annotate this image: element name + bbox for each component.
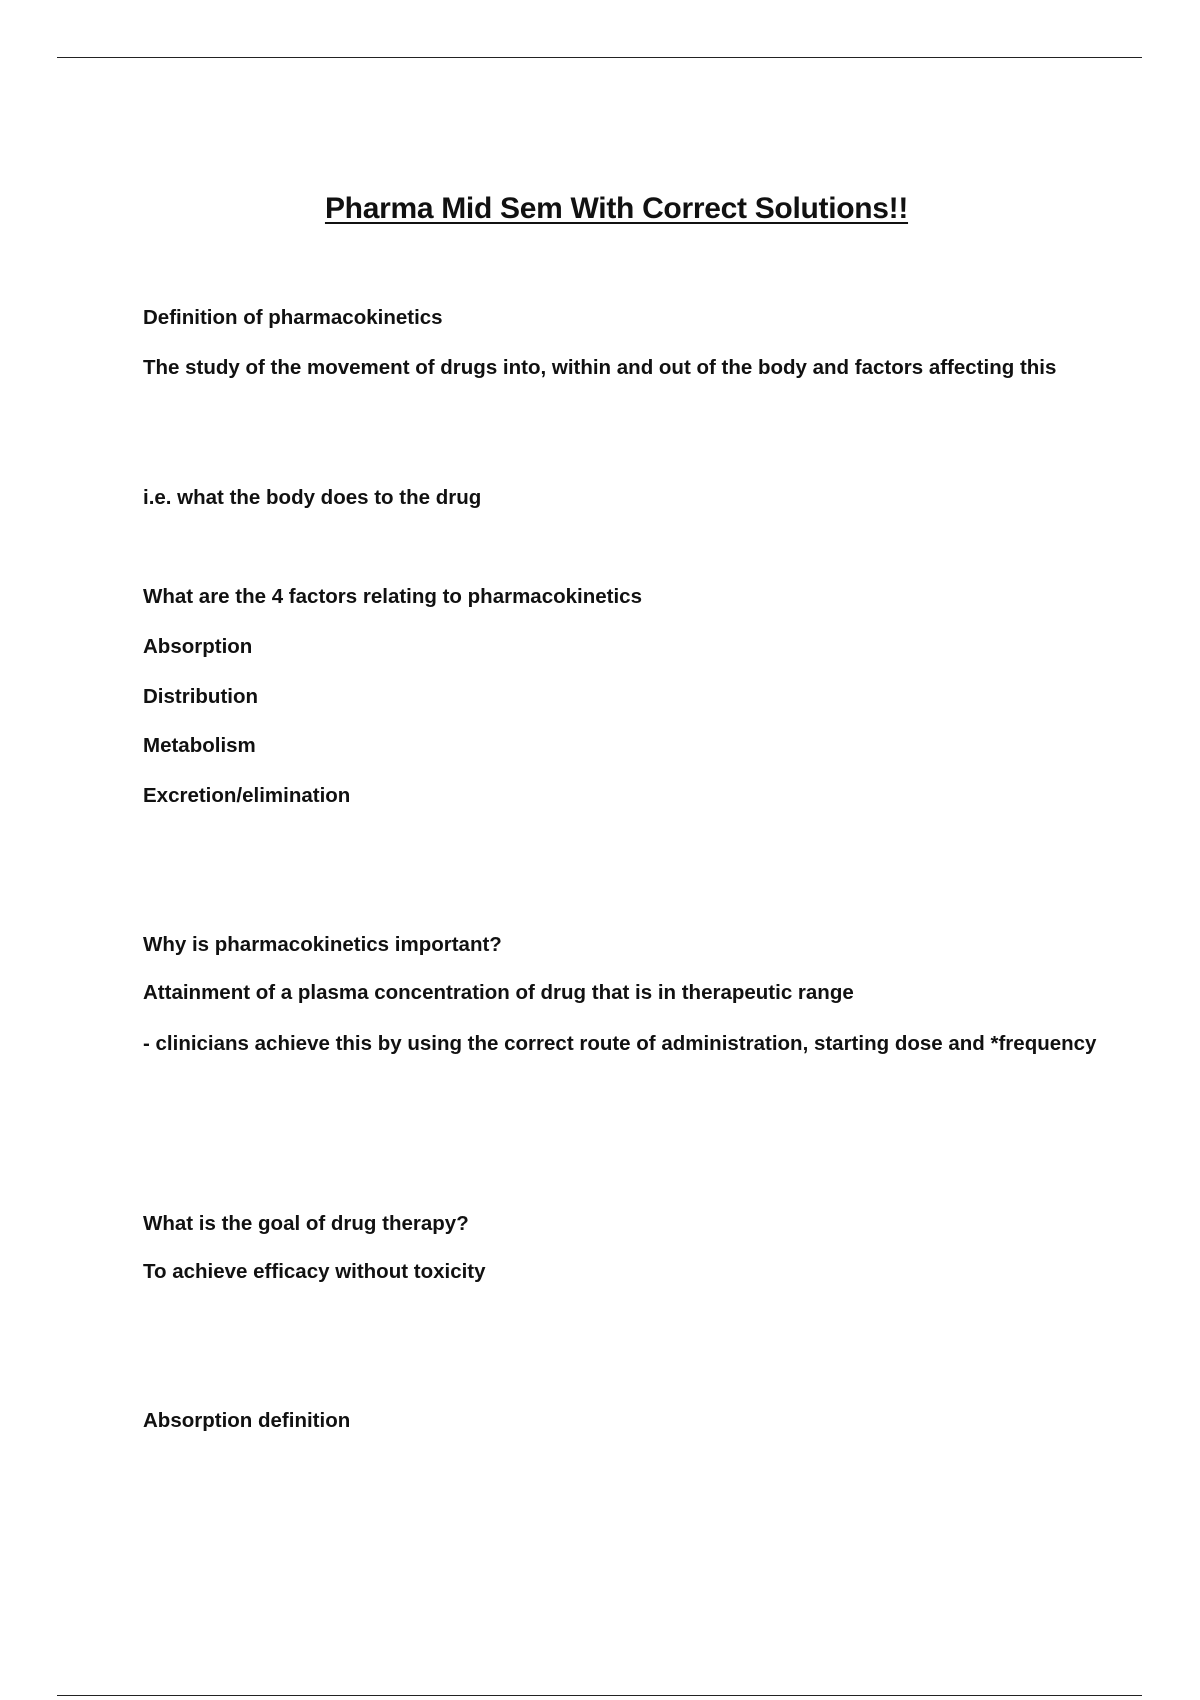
answer-excretion: Excretion/elimination xyxy=(143,784,351,807)
answer-distribution: Distribution xyxy=(143,685,259,708)
answer-metabolism: Metabolism xyxy=(143,734,256,757)
document-title: Pharma Mid Sem With Correct Solutions!! xyxy=(324,192,909,225)
header-rule xyxy=(57,57,1142,58)
footer-rule xyxy=(57,1695,1142,1696)
answer-definition-pharmacokinetics: The study of the movement of drugs into, within and out of the body and factors affecting this xyxy=(143,356,1057,379)
question-why-important: Why is pharmacokinetics important? xyxy=(143,933,502,956)
question-definition-pharmacokinetics: Definition of pharmacokinetics xyxy=(143,306,443,329)
answer-plasma-concentration: Attainment of a plasma concentration of drug that is in therapeutic range xyxy=(143,981,854,1004)
answer-absorption: Absorption xyxy=(143,635,253,658)
question-absorption-definition: Absorption definition xyxy=(143,1409,351,1432)
question-goal-drug-therapy: What is the goal of drug therapy? xyxy=(143,1212,469,1235)
answer-efficacy-without-toxicity: To achieve efficacy without toxicity xyxy=(143,1260,486,1283)
answer-body-does-to-drug: i.e. what the body does to the drug xyxy=(143,486,482,509)
answer-clinicians-route: - clinicians achieve this by using the correct route of administration, starting dose and *frequency xyxy=(143,1032,1097,1055)
question-four-factors: What are the 4 factors relating to pharmacokinetics xyxy=(143,585,642,608)
